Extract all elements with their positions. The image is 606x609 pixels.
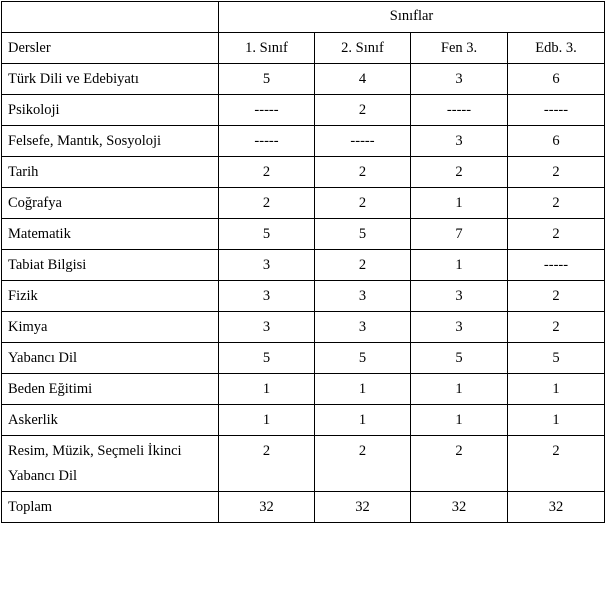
- value-cell: 1: [411, 188, 508, 219]
- table-row: [2, 64, 605, 95]
- value-cell: 2: [315, 95, 411, 126]
- value-cell: 5: [219, 343, 315, 374]
- subject-cell: Tabiat Bilgisi: [2, 250, 219, 281]
- value-cell: 2: [508, 188, 605, 219]
- subject-line-2: Yabancı Dil: [8, 468, 78, 484]
- value-cell: 2: [508, 219, 605, 250]
- value-cell: -----: [508, 95, 605, 126]
- value-cell: 2: [315, 188, 411, 219]
- subject-cell: Felsefe, Mantık, Sosyoloji: [2, 126, 219, 157]
- total-value-cell: 32: [219, 492, 315, 523]
- value-cell: 3: [411, 281, 508, 312]
- total-value-cell: 32: [508, 492, 605, 523]
- value-cell: 2: [315, 250, 411, 281]
- value-cell: 3: [315, 312, 411, 343]
- subject-cell: Matematik: [2, 219, 219, 250]
- value-cell: 2: [508, 157, 605, 188]
- table-row: [2, 219, 605, 250]
- value-cell: -----: [411, 95, 508, 126]
- value-cell: 5: [315, 219, 411, 250]
- table-row: [2, 312, 605, 343]
- value-cell: 3: [315, 281, 411, 312]
- total-value-cell: 32: [411, 492, 508, 523]
- value-cell: 1: [219, 374, 315, 405]
- value-cell: 5: [508, 343, 605, 374]
- table-row: [2, 188, 605, 219]
- table-row: [2, 436, 605, 492]
- value-cell: 1: [508, 374, 605, 405]
- column-header-grade-1: 1. Sınıf: [219, 33, 315, 64]
- value-cell: 4: [315, 64, 411, 95]
- table-row: [2, 157, 605, 188]
- value-cell: 2: [411, 157, 508, 188]
- subject-cell: Askerlik: [2, 405, 219, 436]
- value-cell: 1: [315, 405, 411, 436]
- subject-line-1: Resim, Müzik, Seçmeli İkinci: [8, 443, 182, 459]
- value-cell: 2: [315, 436, 411, 492]
- subject-cell: [2, 436, 219, 492]
- value-cell: 3: [219, 281, 315, 312]
- total-label-cell: Toplam: [2, 492, 219, 523]
- subject-cell: Türk Dili ve Edebiyatı: [2, 64, 219, 95]
- value-cell: 1: [219, 405, 315, 436]
- value-cell: 2: [508, 436, 605, 492]
- value-cell: 2: [315, 157, 411, 188]
- subject-cell: Fizik: [2, 281, 219, 312]
- subject-cell: Yabancı Dil: [2, 343, 219, 374]
- table-row: [2, 343, 605, 374]
- column-header-science-3: Fen 3.: [411, 33, 508, 64]
- value-cell: 7: [411, 219, 508, 250]
- value-cell: -----: [219, 126, 315, 157]
- column-header-row: [2, 33, 605, 64]
- value-cell: 1: [508, 405, 605, 436]
- header-empty-cell: [2, 2, 219, 33]
- subject-cell: Tarih: [2, 157, 219, 188]
- column-header-grade-2: 2. Sınıf: [315, 33, 411, 64]
- group-header-row: [2, 2, 605, 33]
- subject-cell: Psikoloji: [2, 95, 219, 126]
- subject-cell: Beden Eğitimi: [2, 374, 219, 405]
- value-cell: 2: [508, 312, 605, 343]
- total-value-cell: 32: [315, 492, 411, 523]
- total-row: [2, 492, 605, 523]
- value-cell: 2: [508, 281, 605, 312]
- value-cell: 3: [219, 312, 315, 343]
- table-row: [2, 405, 605, 436]
- value-cell: 5: [219, 219, 315, 250]
- value-cell: 3: [411, 64, 508, 95]
- column-header-subjects: Dersler: [2, 33, 219, 64]
- table-row: [2, 95, 605, 126]
- value-cell: -----: [315, 126, 411, 157]
- value-cell: 5: [219, 64, 315, 95]
- value-cell: 5: [315, 343, 411, 374]
- value-cell: 3: [411, 312, 508, 343]
- value-cell: 1: [411, 405, 508, 436]
- value-cell: 1: [411, 374, 508, 405]
- value-cell: 3: [219, 250, 315, 281]
- value-cell: 6: [508, 126, 605, 157]
- table-row: [2, 250, 605, 281]
- curriculum-table: [1, 1, 605, 523]
- table-row: [2, 126, 605, 157]
- value-cell: 2: [219, 157, 315, 188]
- table-row: [2, 374, 605, 405]
- value-cell: 1: [315, 374, 411, 405]
- value-cell: 2: [219, 188, 315, 219]
- value-cell: -----: [508, 250, 605, 281]
- value-cell: 3: [411, 126, 508, 157]
- subject-cell: Kimya: [2, 312, 219, 343]
- column-header-literature-3: Edb. 3.: [508, 33, 605, 64]
- value-cell: 5: [411, 343, 508, 374]
- group-header-classes: Sınıflar: [219, 2, 605, 33]
- value-cell: 6: [508, 64, 605, 95]
- table-row: [2, 281, 605, 312]
- subject-cell: Coğrafya: [2, 188, 219, 219]
- value-cell: 2: [219, 436, 315, 492]
- value-cell: -----: [219, 95, 315, 126]
- value-cell: 2: [411, 436, 508, 492]
- value-cell: 1: [411, 250, 508, 281]
